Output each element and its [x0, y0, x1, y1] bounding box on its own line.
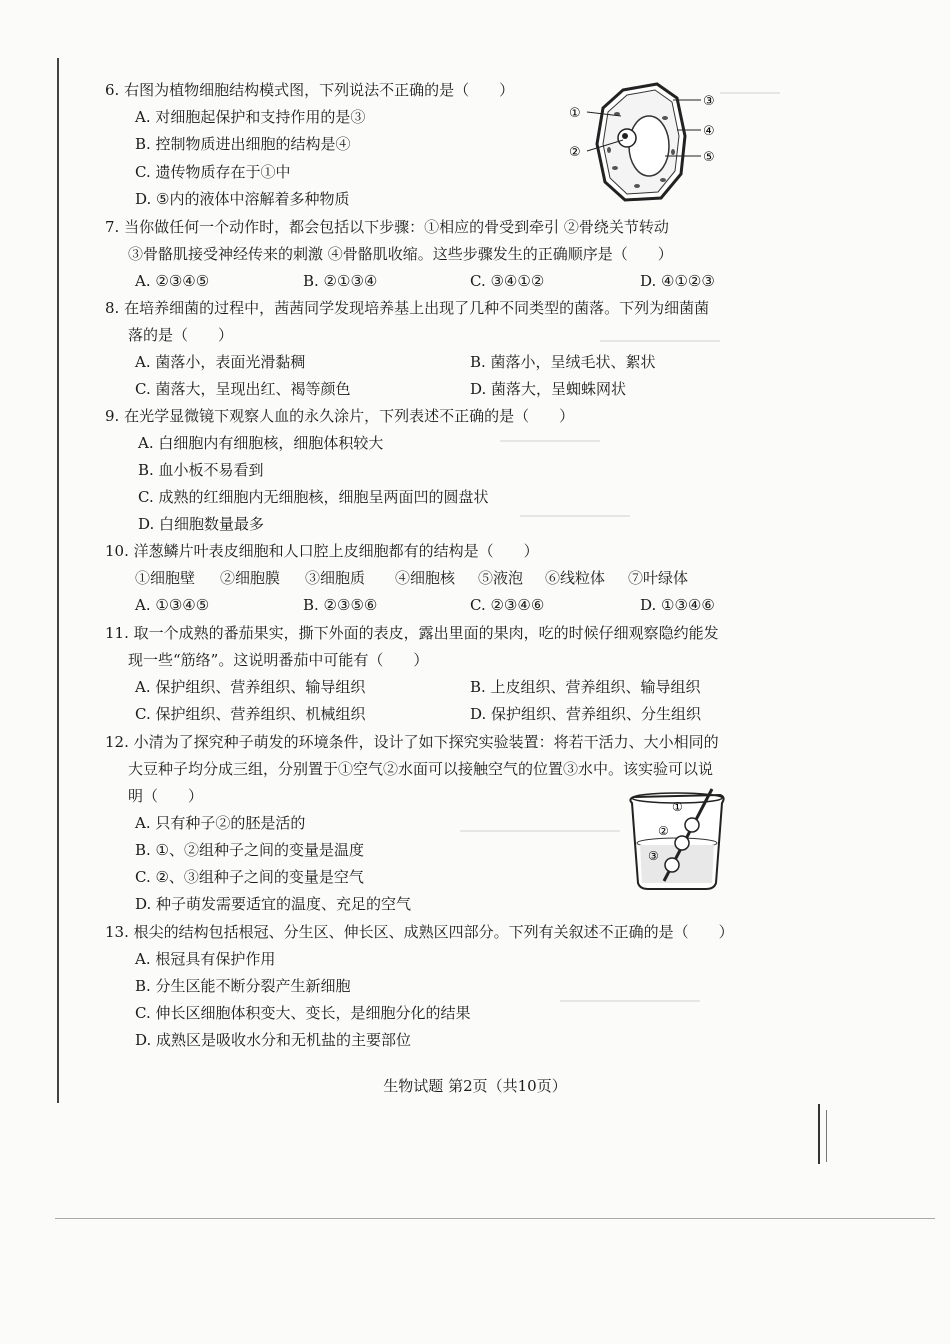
q12-option-c: C. ②、③组种子之间的变量是空气	[135, 868, 364, 886]
q10-option-c: C. ②③④⑥	[470, 596, 545, 614]
q8-option-d: D. 菌落大，呈蜘蛛网状	[470, 380, 627, 398]
q12-stem-line1: 12. 小清为了探究种子萌发的环境条件，设计了如下探究实验装置：将若干活力、大小相同的	[105, 733, 719, 751]
q10-item-5: ⑤液泡	[478, 569, 524, 587]
bleed-mark	[560, 1000, 700, 1002]
q7-option-d: D. ④①②③	[640, 272, 715, 290]
q13-option-a: A. 根冠具有保护作用	[135, 950, 276, 968]
q7-option-c: C. ③④①②	[470, 272, 545, 290]
q13-option-c: C. 伸长区细胞体积变大、变长，是细胞分化的结果	[135, 1004, 471, 1022]
q12-option-d: D. 种子萌发需要适宜的温度、充足的空气	[135, 895, 412, 913]
beaker-label-2: ②	[658, 824, 669, 838]
q7-option-b: B. ②①③④	[303, 272, 378, 290]
q10-option-d: D. ①③④⑥	[640, 596, 715, 614]
binding-line	[57, 58, 59, 1103]
corner-mark	[818, 1104, 820, 1164]
q8-option-a: A. 菌落小，表面光滑黏稠	[135, 353, 306, 371]
q8-option-b: B. 菌落小，呈绒毛状、絮状	[470, 353, 656, 371]
seed-1	[685, 818, 699, 832]
cell-label-4: ④	[703, 124, 715, 139]
q10-item-3: ③细胞质	[305, 569, 366, 587]
vacuole	[629, 116, 669, 176]
q9-option-d: D. 白细胞数量最多	[138, 515, 265, 533]
bleed-mark	[600, 340, 720, 342]
bleed-mark	[460, 830, 620, 832]
q13-stem: 13. 根尖的结构包括根冠、分生区、伸长区、成熟区四部分。下列有关叙述不正确的是（ ）	[105, 923, 734, 941]
q10-option-b: B. ②③⑤⑥	[303, 596, 378, 614]
q10-item-2: ②细胞膜	[220, 569, 281, 587]
q8-stem-line1: 8. 在培养细菌的过程中，茜茜同学发现培养基上出现了几种不同类型的菌落。下列为细菌菌	[105, 299, 710, 317]
plant-cell-diagram	[565, 78, 735, 208]
q11-stem-line2: 现一些“筋络”。这说明番茄中可能有（ ）	[128, 651, 429, 669]
q12-stem-line3: 明（ ）	[128, 787, 204, 805]
beaker-label-1: ①	[672, 800, 683, 814]
q9-option-a: A. 白细胞内有细胞核，细胞体积较大	[138, 434, 384, 452]
q6-option-d: D. ⑤内的液体中溶解着多种物质	[135, 190, 350, 208]
cell-label-5: ⑤	[703, 150, 715, 165]
q11-option-b: B. 上皮组织、营养组织、输导组织	[470, 678, 701, 696]
q7-stem-line1: 7. 当你做任何一个动作时，都会包括以下步骤：①相应的骨受到牵引 ②骨绕关节转动	[105, 218, 669, 236]
q6-option-c: C. 遗传物质存在于①中	[135, 163, 291, 181]
q13-option-d: D. 成熟区是吸收水分和无机盐的主要部位	[135, 1031, 412, 1049]
q13-option-b: B. 分生区能不断分裂产生新细胞	[135, 977, 351, 995]
seed-2	[675, 836, 689, 850]
q12-option-b: B. ①、②组种子之间的变量是温度	[135, 841, 365, 859]
q10-item-7: ⑦叶绿体	[628, 569, 689, 587]
q9-option-b: B. 血小板不易看到	[138, 461, 264, 479]
q10-stem: 10. 洋葱鳞片叶表皮细胞和人口腔上皮细胞都有的结构是（ ）	[105, 542, 539, 560]
q8-stem-line2: 落的是（ ）	[128, 326, 234, 344]
q10-option-a: A. ①③④⑤	[135, 596, 210, 614]
q11-option-d: D. 保护组织、营养组织、分生组织	[470, 705, 702, 723]
q6-option-b: B. 控制物质进出细胞的结构是④	[135, 135, 351, 153]
q11-option-a: A. 保护组织、营养组织、输导组织	[135, 678, 366, 696]
bleed-mark	[520, 515, 630, 517]
page-footer: 生物试题 第2页（共10页）	[383, 1077, 567, 1095]
cell-label-3: ③	[703, 94, 715, 109]
q8-option-c: C. 菌落大，呈现出红、褐等颜色	[135, 380, 351, 398]
q10-item-4: ④细胞核	[395, 569, 456, 587]
q11-stem-line1: 11. 取一个成熟的番茄果实，撕下外面的表皮，露出里面的果肉，吃的时候仔细观察隐约能发	[105, 624, 719, 642]
q12-stem-line2: 大豆种子均分成三组，分别置于①空气②水面可以接触空气的位置③水中。该实验可以说	[128, 760, 714, 778]
q7-option-a: A. ②③④⑤	[135, 272, 210, 290]
seed-beaker-diagram	[620, 785, 740, 895]
q6-option-a: A. 对细胞起保护和支持作用的是③	[135, 108, 366, 126]
q9-option-c: C. 成熟的红细胞内无细胞核，细胞呈两面凹的圆盘状	[138, 488, 489, 506]
q9-stem: 9. 在光学显微镜下观察人血的永久涂片，下列表述不正确的是（ ）	[105, 407, 575, 425]
q10-item-6: ⑥线粒体	[545, 569, 606, 587]
seed-3	[665, 858, 679, 872]
beaker-label-3: ③	[648, 849, 659, 863]
q11-option-c: C. 保护组织、营养组织、机械组织	[135, 705, 366, 723]
corner-mark-2	[826, 1110, 827, 1162]
cell-label-2: ②	[569, 145, 581, 160]
page-edge-line	[55, 1218, 935, 1219]
q12-option-a: A. 只有种子②的胚是活的	[135, 814, 306, 832]
bleed-mark	[500, 440, 600, 442]
q6-stem: 6. 右图为植物细胞结构模式图，下列说法不正确的是（ ）	[105, 81, 515, 99]
cell-label-1: ①	[569, 106, 581, 121]
q7-stem-line2: ③骨骼肌接受神经传来的刺激 ④骨骼肌收缩。这些步骤发生的正确顺序是（ ）	[128, 245, 673, 263]
q10-item-1: ①细胞壁	[135, 569, 196, 587]
